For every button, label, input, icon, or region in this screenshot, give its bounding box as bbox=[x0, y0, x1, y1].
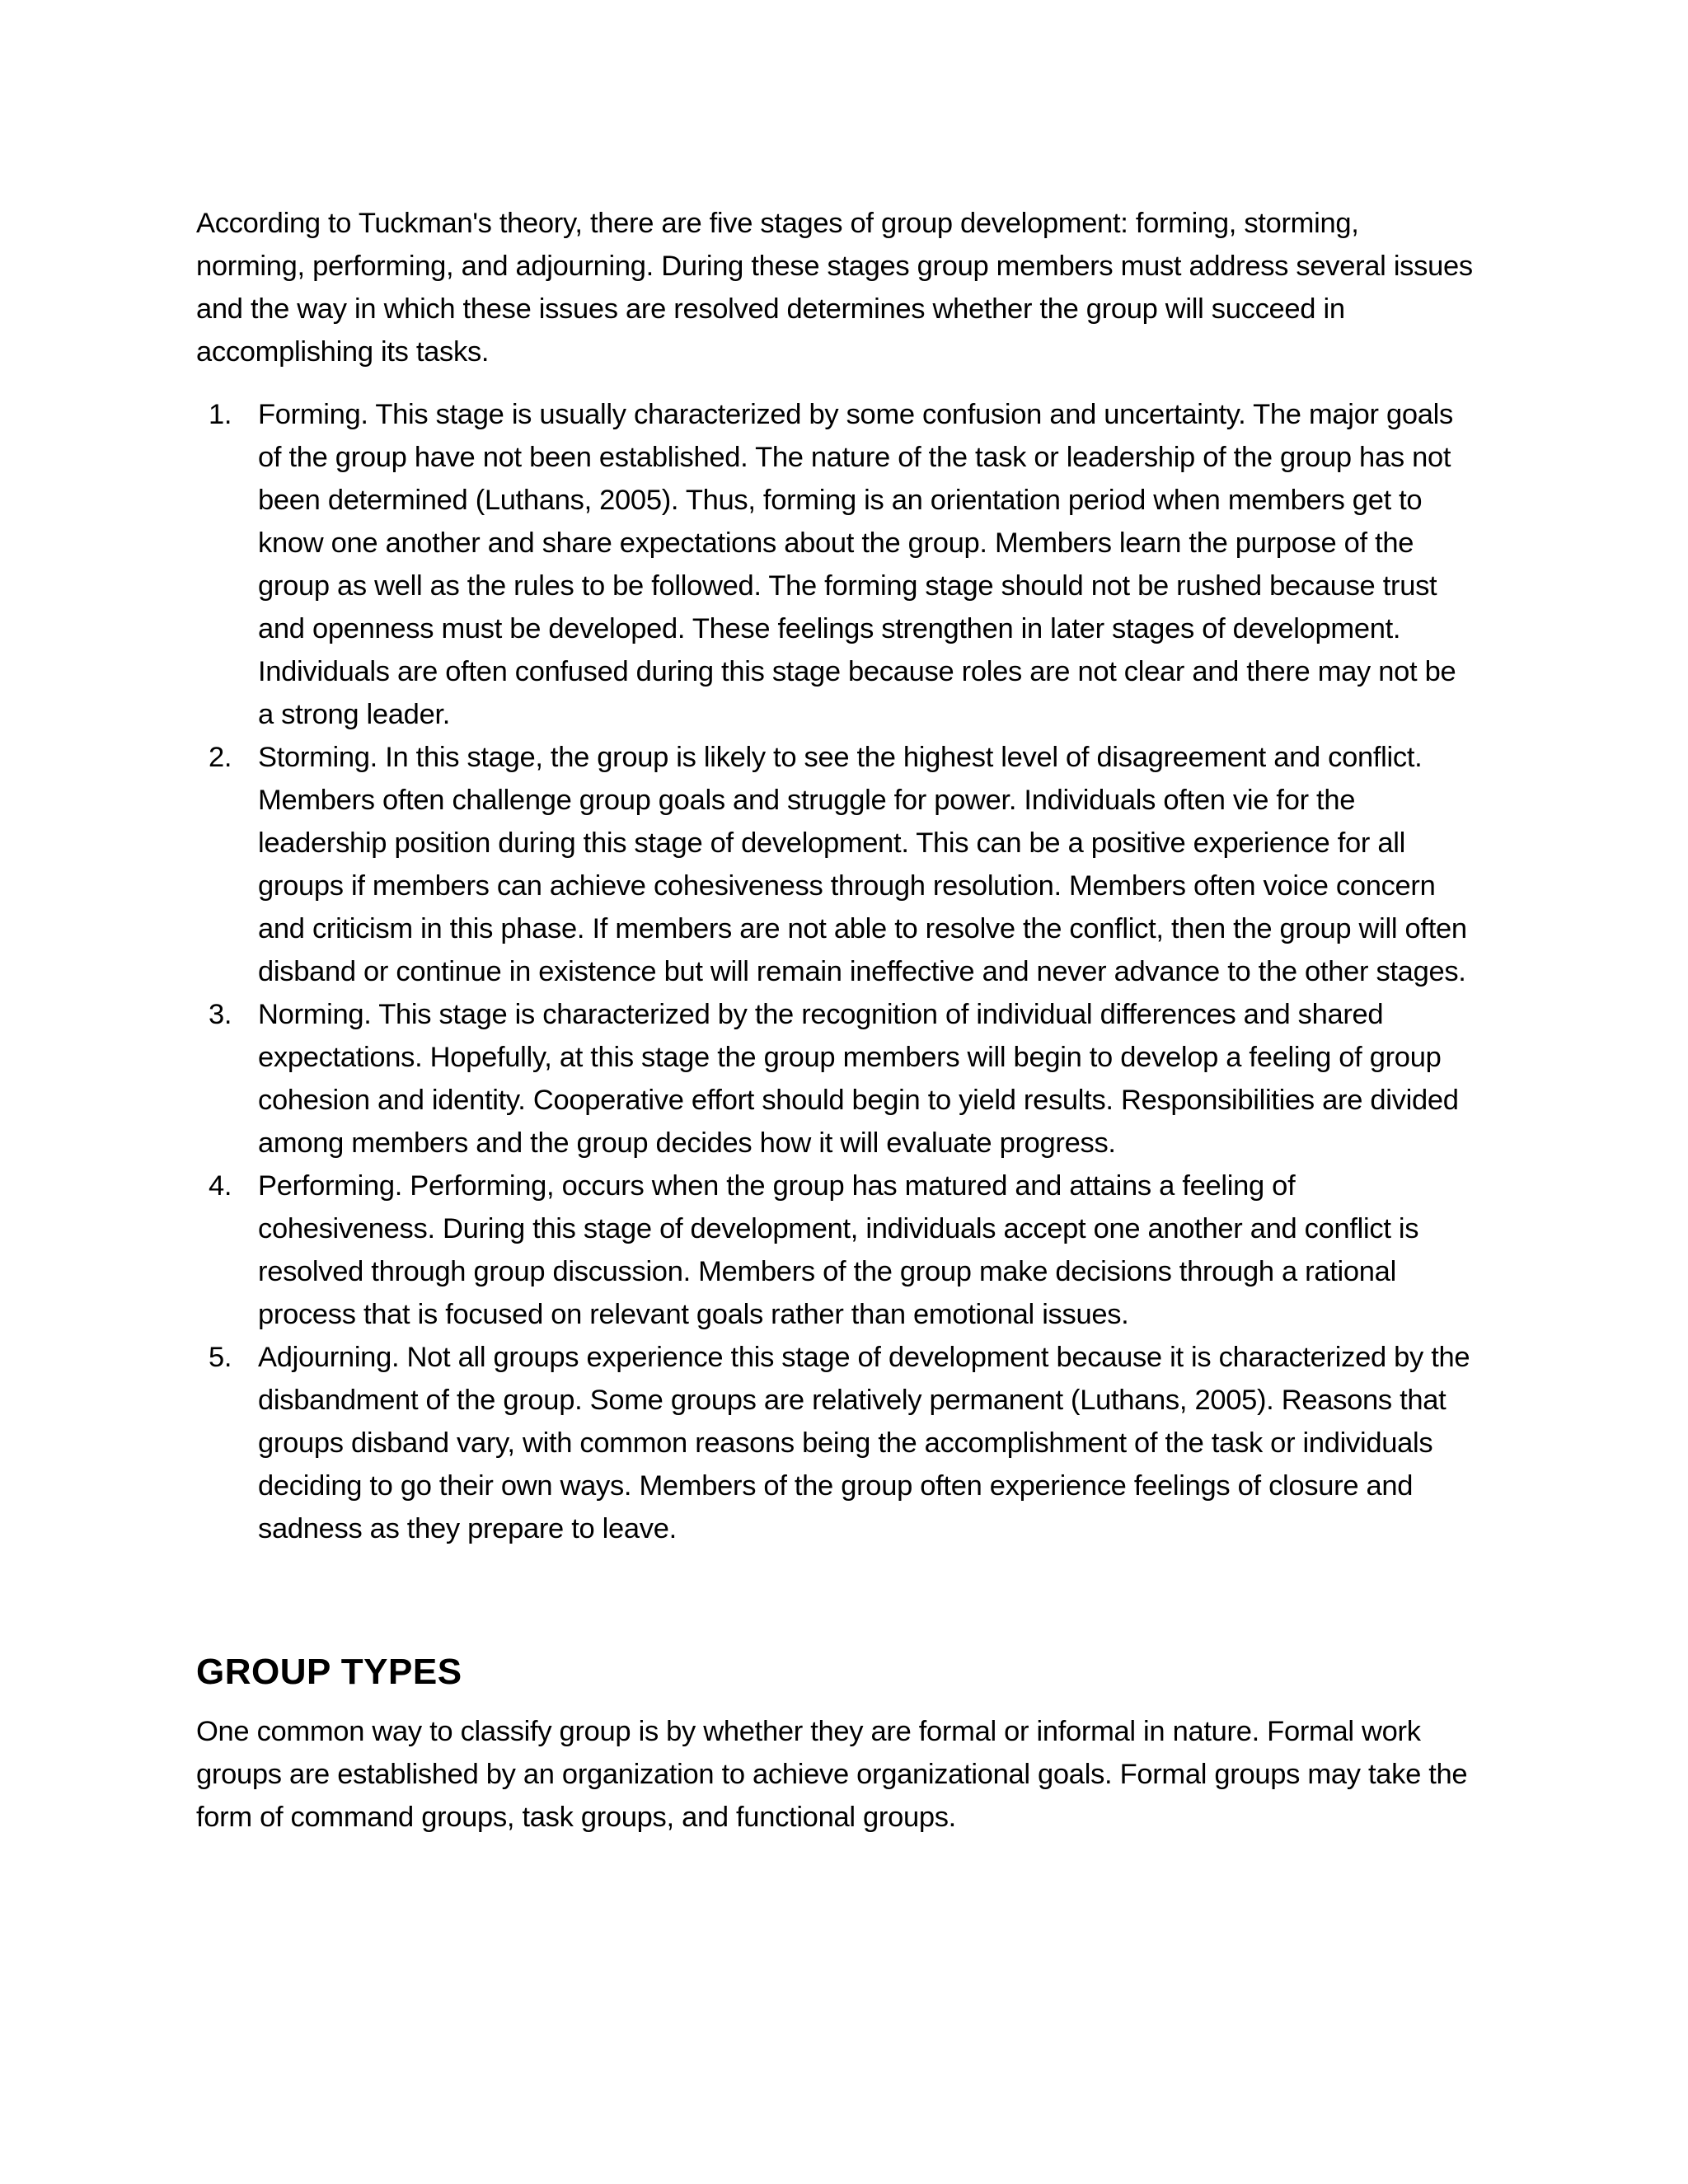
list-item-forming bbox=[196, 393, 1474, 736]
list-item-text: Adjourning. Not all groups experience this stage of development because it is characterized by the disbandment of the group. Some groups are relatively permanent (Luthans, 2005). Reasons that groups disband vary, with common reasons being the accomplishment of the task or individuals deciding to go their own ways. Members of the group often experience feelings of closure and sadness as they prepare to leave. bbox=[258, 1342, 1470, 1544]
list-item-number: 2. bbox=[209, 742, 232, 773]
list-item-text: Forming. This stage is usually characterized by some confusion and uncertainty. The major goals of the group have not been established. The nature of the task or leadership of the group has not been determined (Luthans, 2005). Thus, forming is an orientation period when members get to know one another and share expectations about the group. Members learn the purpose of the group as well as the rules to be followed. The forming stage should not be rushed because trust and openness must be developed. These feelings strengthen in later stages of development. Individuals are often confused during this stage because roles are not clear and there may not be a strong leader. bbox=[258, 399, 1456, 730]
intro-paragraph: According to Tuckman's theory, there are five stages of group development: forming, storming, norming, performing, and adjourning. During these stages group members must address several issues and the way in which these issues are resolved determines whether the group will succeed in accomplishing its tasks. bbox=[196, 208, 1473, 368]
list-item-number: 5. bbox=[209, 1342, 232, 1373]
list-item-text: Norming. This stage is characterized by the recognition of individual differences and shared expectations. Hopefully, at this stage the group members will begin to develop a feeling of group cohesion and identity. Cooperative effort should begin to yield results. Responsibilities are divided among members and the group decides how it will evaluate progress. bbox=[258, 999, 1459, 1159]
list-item-norming bbox=[196, 993, 1474, 1165]
list-item-number: 4. bbox=[209, 1170, 232, 1202]
list-item-storming bbox=[196, 736, 1474, 993]
list-item-performing bbox=[196, 1165, 1474, 1336]
section-heading-group-types: GROUP TYPES bbox=[196, 1652, 462, 1692]
stages-list bbox=[196, 393, 1474, 1550]
list-item-number: 1. bbox=[209, 399, 232, 430]
document-page bbox=[196, 202, 1474, 1839]
list-item-adjourning bbox=[196, 1336, 1474, 1550]
list-item-text: Performing. Performing, occurs when the group has matured and attains a feeling of cohesiveness. During this stage of development, individuals accept one another and conflict is resolved through group discussion. Members of the group make decisions through a rational process that is focused on relevant goals rather than emotional issues. bbox=[258, 1170, 1419, 1330]
group-types-paragraph: One common way to classify group is by whether they are formal or informal in nature. Formal work groups are established by an organization to achieve organizational goals. Formal groups may take the form of command groups, task groups, and functional groups. bbox=[196, 1716, 1468, 1833]
list-item-number: 3. bbox=[209, 999, 232, 1030]
list-item-text: Storming. In this stage, the group is likely to see the highest level of disagreement and conflict. Members often challenge group goals and struggle for power. Individuals often vie for the leadership position during this stage of development. This can be a positive experience for all groups if members can achieve cohesiveness through resolution. Members often voice concern and criticism in this phase. If members are not able to resolve the conflict, then the group will often disband or continue in existence but will remain ineffective and never advance to the other stages. bbox=[258, 742, 1467, 987]
